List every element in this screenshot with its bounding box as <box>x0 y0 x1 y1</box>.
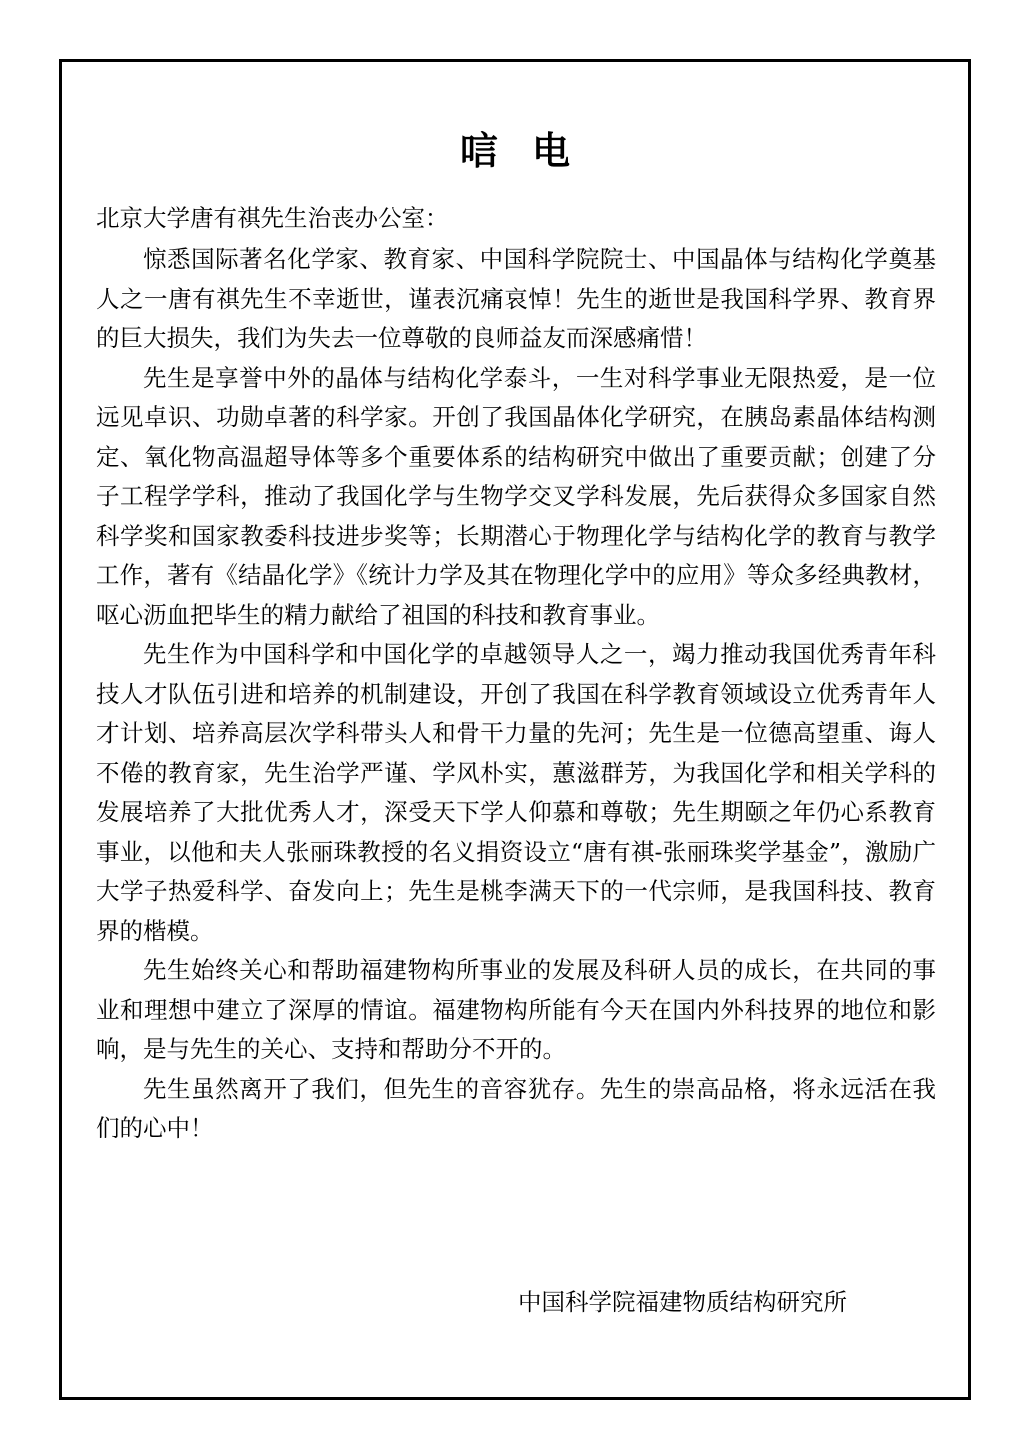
salutation: 北京大学唐有祺先生治丧办公室： <box>96 204 449 232</box>
page-title: 唁电 <box>459 129 604 173</box>
letter-body <box>96 240 936 1149</box>
paragraph-closing: 先生虽然离开了我们，但先生的音容犹存。先生的崇高品格，将永远活在我们的心中！ <box>96 1074 936 1142</box>
paragraph-education-leadership: 先生作为中国科学和中国化学的卓越领导人之一，竭力推动我国优秀青年科技人才队伍引进和培养的机制建设，开创了我国在科学教育领域设立优秀青年人才计划、培养高层次学科带头人和骨干力量的先河；先生是一位德高望重、诲人不倦的教育家，先生治学严谨、学风朴实，蕙滋群芳，为我国化学和相关学科的发展培养了大批优秀人才，深受天下学人仰慕和尊敬；先生期颐之年仍心系教育事业，以他和夫人张丽珠教授的名义捐资设立“唐有祺-张丽珠奖学基金”，激励广大学子热爱科学、奋发向上；先生是桃李满天下的一代宗师，是我国科技、教育界的楷模。 <box>96 640 936 945</box>
paragraph-institute-relationship: 先生始终关心和帮助福建物构所事业的发展及科研人员的成长，在共同的事业和理想中建立了深厚的情谊。福建物构所能有今天在国内外科技界的地位和影响，是与先生的关心、支持和帮助分不开的。 <box>96 956 936 1063</box>
paragraph-condolence: 惊悉国际著名化学家、教育家、中国科学院院士、中国晶体与结构化学奠基人之一唐有祺先生不幸逝世，谨表沉痛哀悼！先生的逝世是我国科学界、教育界的巨大损失，我们为失去一位尊敬的良师益友而深感痛惜！ <box>96 245 936 352</box>
paragraph-scientific-contributions: 先生是享誉中外的晶体与结构化学泰斗，一生对科学事业无限热爱，是一位远见卓识、功勋卓著的科学家。开创了我国晶体化学研究，在胰岛素晶体结构测定、氧化物高温超导体等多个重要体系的结构研究中做出了重要贡献；创建了分子工程学学科，推动了我国化学与生物学交叉学科发展，先后获得众多国家自然科学奖和国家教委科技进步奖等；长期潜心于物理化学与结构化学的教育与教学工作，著有《结晶化学》《统计力学及其在物理化学中的应用》等众多经典教材，呕心沥血把毕生的精力献给了祖国的科技和教育事业。 <box>96 363 936 629</box>
signature-institute: 中国科学院福建物质结构研究所 <box>518 1288 847 1316</box>
